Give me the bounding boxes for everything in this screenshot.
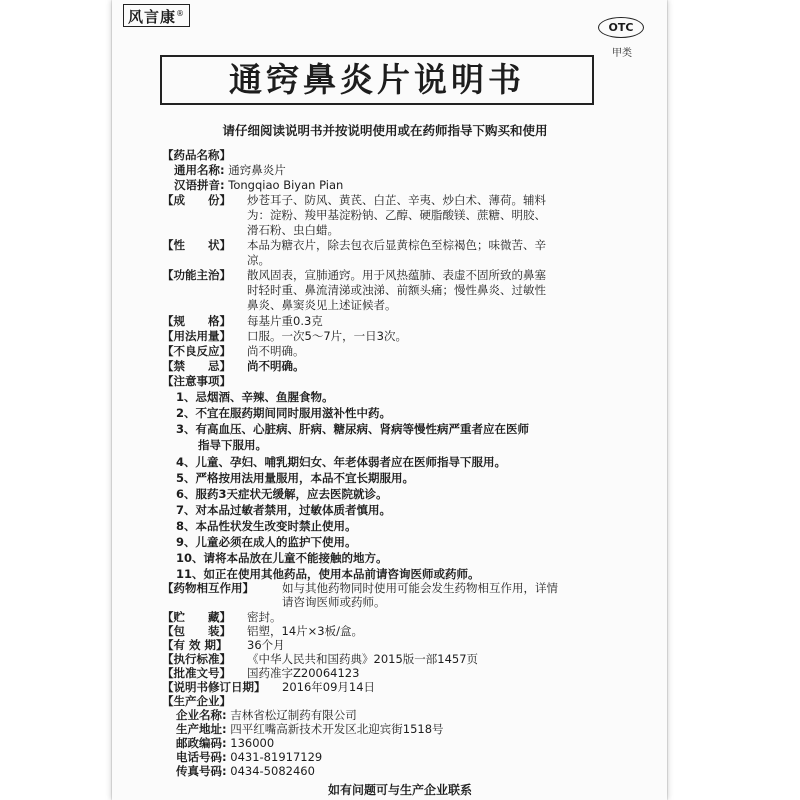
precaution-item: 11、如正在使用其他药品，使用本品前请咨询医师或药师。 (176, 567, 480, 581)
usage-notice: 请仔细阅读说明书并按说明使用或在药师指导下购买和使用 (222, 123, 548, 138)
precaution-item: 5、严格按用法用量服用，本品不宜长期服用。 (176, 471, 414, 485)
common-name-row (174, 163, 286, 178)
approval-label: 【批准文号】 (162, 666, 231, 680)
precautions-label: 【注意事项】 (162, 374, 231, 388)
company-row (176, 708, 357, 723)
ingredients-line-2: 为：淀粉、羧甲基淀粉钠、乙醇、硬脂酸镁、蔗糖、明胶、 (247, 208, 546, 222)
otc-badge: OTC (598, 17, 644, 38)
fax-row (176, 764, 315, 779)
usage-value: 口服。一次5～7片，一日3次。 (247, 329, 407, 343)
character-line-2: 凉。 (247, 253, 270, 267)
package-label: 【包 装】 (162, 624, 231, 638)
manufacturer-label: 【生产企业】 (162, 694, 231, 708)
precaution-item: 2、不宜在服药期间同时服用滋补性中药。 (176, 406, 391, 420)
drug-name-label: 【药品名称】 (162, 148, 231, 162)
revision-value: 2016年09月14日 (282, 680, 376, 694)
ingredients-label: 【成 份】 (162, 193, 231, 207)
precaution-item: 8、本品性状发生改变时禁止使用。 (176, 519, 357, 533)
validity-value: 36个月 (247, 638, 285, 652)
interaction-label: 【药物相互作用】 (162, 581, 254, 595)
contra-label: 【禁 忌】 (162, 359, 231, 373)
precaution-item: 3、有高血压、心脏病、肝病、糖尿病、肾病等慢性病严重者应在医师 (176, 422, 529, 436)
fax-label: 传真号码: (176, 764, 227, 778)
zip-value: 136000 (230, 736, 275, 750)
function-line-1: 散风固表，宣肺通窍。用于风热蕴肺、表虚不固所致的鼻塞 (247, 268, 546, 282)
address-value: 四平红嘴高新技术开发区北迎宾街1518号 (230, 722, 444, 736)
pinyin-label: 汉语拼音: (174, 178, 225, 192)
company-value: 吉林省松辽制药有限公司 (230, 708, 357, 722)
registered-mark: ® (176, 9, 186, 18)
contra-value: 尚不明确。 (247, 359, 305, 373)
common-name-label: 通用名称: (174, 163, 225, 177)
precaution-item: 1、忌烟酒、辛辣、鱼腥食物。 (176, 390, 334, 404)
spec-value: 每基片重0.3克 (247, 314, 323, 328)
company-label: 企业名称: (176, 708, 227, 722)
brand-logo (123, 4, 190, 27)
storage-label: 【贮 藏】 (162, 610, 231, 624)
pinyin-value: Tongqiao Biyan Pian (228, 178, 344, 192)
function-label: 【功能主治】 (162, 268, 231, 282)
character-label: 【性 状】 (162, 238, 231, 252)
storage-value: 密封。 (247, 610, 282, 624)
phone-label: 电话号码: (176, 750, 227, 764)
function-line-2: 时轻时重、鼻流清涕或浊涕、前额头痛；慢性鼻炎、过敏性 (247, 283, 546, 297)
otc-category: 甲类 (612, 48, 632, 59)
interaction-line-1: 如与其他药物同时使用可能会发生药物相互作用，详情 (282, 581, 558, 595)
precaution-item-cont: 指导下服用。 (198, 438, 267, 452)
zip-row (176, 736, 274, 751)
page-title: 通窍鼻炎片说明书 (229, 60, 525, 99)
precaution-item: 4、儿童、孕妇、哺乳期妇女、年老体弱者应在医师指导下服用。 (176, 455, 506, 469)
precaution-item: 6、服药3天症状无缓解，应去医院就诊。 (176, 487, 388, 501)
zip-label: 邮政编码: (176, 736, 227, 750)
address-row (176, 722, 444, 737)
validity-label: 【有 效 期】 (162, 638, 228, 652)
package-value: 铝塑，14片×3板/盒。 (247, 624, 363, 638)
address-label: 生产地址: (176, 722, 227, 736)
spec-label: 【规 格】 (162, 314, 231, 328)
common-name-value: 通窍鼻炎片 (228, 163, 286, 177)
precaution-item: 9、儿童必须在成人的监护下使用。 (176, 535, 357, 549)
phone-value: 0431-81917129 (230, 750, 323, 764)
character-line-1: 本品为糖衣片，除去包衣后显黄棕色至棕褐色；味微苦、辛 (247, 238, 546, 252)
phone-row (176, 750, 322, 765)
brand-name: 风言康 (128, 8, 177, 26)
adverse-value: 尚不明确。 (247, 344, 305, 358)
standard-value: 《中华人民共和国药典》2015版一部1457页 (247, 652, 479, 666)
adverse-label: 【不良反应】 (162, 344, 231, 358)
ingredients-line-1: 炒苍耳子、防风、黄芪、白芷、辛夷、炒白术、薄荷。辅料 (247, 193, 546, 207)
ingredients-line-3: 滑石粉、虫白蜡。 (247, 223, 339, 237)
interaction-line-2: 请咨询医师或药师。 (282, 595, 386, 609)
footer-note: 如有问题可与生产企业联系 (327, 783, 472, 797)
precaution-item: 10、请将本品放在儿童不能接触的地方。 (176, 551, 388, 565)
precaution-item: 7、对本品过敏者禁用，过敏体质者慎用。 (176, 503, 391, 517)
usage-label: 【用法用量】 (162, 329, 231, 343)
function-line-3: 鼻炎、鼻窦炎见上述证候者。 (247, 298, 397, 312)
revision-label: 【说明书修订日期】 (162, 680, 266, 694)
standard-label: 【执行标准】 (162, 652, 231, 666)
fax-value: 0434-5082460 (230, 764, 315, 778)
approval-value: 国药准字Z20064123 (247, 666, 360, 680)
pinyin-row (174, 178, 343, 193)
